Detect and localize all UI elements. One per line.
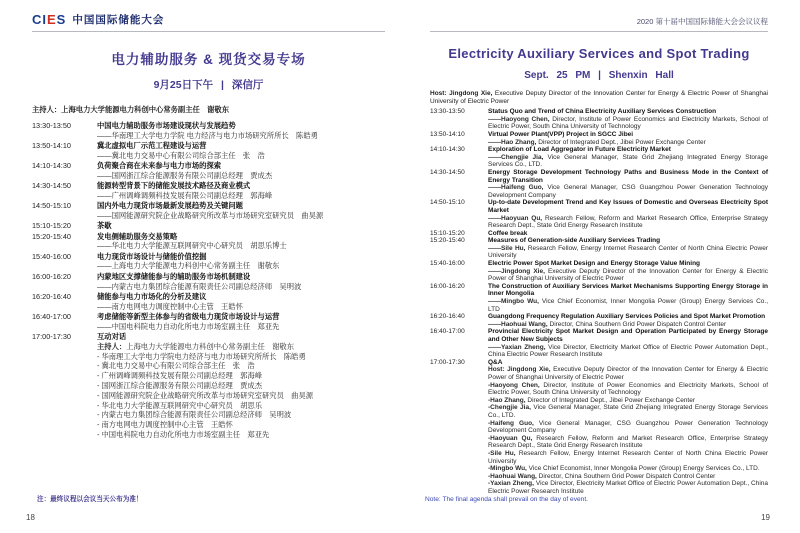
agenda-line: - 华南理工大学电力学院电力经济与电力市场研究所所长 陈皓勇 bbox=[97, 351, 306, 361]
agenda-item-lines bbox=[488, 116, 768, 131]
agenda-row bbox=[430, 237, 768, 260]
agenda-line: ——内蒙古电力集团综合能源有限责任公司副总经济师 吴明波 bbox=[97, 281, 302, 291]
agenda-time: 13:30-13:50 bbox=[32, 120, 71, 130]
agenda-item-lines bbox=[97, 282, 385, 292]
agenda-row bbox=[430, 313, 768, 328]
agenda-item-title: 冀北虚拟电厂示范工程建设与运营 bbox=[97, 140, 207, 150]
agenda-content bbox=[488, 199, 768, 229]
agenda-content bbox=[97, 312, 385, 332]
agenda-item-title: 中国电力辅助服务市场建设现状与发展趋势 bbox=[97, 120, 236, 130]
agenda-item-lines bbox=[97, 261, 385, 271]
agenda-line: ——Mingbo Wu, Vice Chief Economist, Inner Mongolia Power (Group) Energy Services Co., LTD bbox=[488, 298, 769, 313]
agenda-line: ——华南理工大学电力学院 电力经济与电力市场研究所所长 陈皓勇 bbox=[97, 130, 318, 140]
agenda-line: - 内蒙古电力集团综合能源有限责任公司副总经济师 吴明波 bbox=[97, 410, 292, 420]
agenda-row bbox=[430, 146, 768, 169]
agenda-line: - 中国电科院电力自动化所电力市场室副主任 郑亚先 bbox=[97, 430, 270, 439]
agenda-content bbox=[488, 359, 768, 496]
agenda-content bbox=[488, 146, 768, 169]
agenda-row bbox=[32, 121, 385, 141]
agenda-item-title: 储能参与电力市场化的分析及建议 bbox=[97, 291, 207, 301]
agenda-item-lines bbox=[97, 302, 385, 312]
agenda-row bbox=[32, 201, 385, 221]
agenda-row bbox=[430, 169, 768, 199]
agenda-content bbox=[97, 292, 385, 312]
agenda-row bbox=[430, 108, 768, 131]
agenda-line: ——国网能源研究院企业战略研究所改革与市场研究室研究员 曲昊源 bbox=[97, 210, 324, 220]
agenda-row bbox=[430, 230, 768, 238]
agenda-item-title: 发电侧辅助服务交易策略 bbox=[97, 231, 178, 241]
agenda-content bbox=[97, 181, 385, 201]
agenda-item-title: Up-to-date Development Trend and Key Issues of Domestic and Overseas Electricity Spot Market bbox=[488, 199, 768, 214]
agenda-item-title: Status Quo and Trend of China Electricity Auxiliary Services Construction bbox=[488, 108, 717, 116]
agenda-item-title: 内蒙地区支撑储能参与的辅助服务市场机制建设 bbox=[97, 271, 251, 281]
agenda-line: ——Chengjie Jia, Vice General Manager, State Grid Zhejiang Integrated Energy Storage Services Co., LTD. bbox=[488, 153, 768, 169]
agenda-time: 14:10-14:30 bbox=[430, 146, 465, 154]
agenda-item-title: Electric Power Spot Market Design and Energy Storage Value Mining bbox=[488, 260, 701, 268]
agenda-line: ——国网浙江综合能源服务有限公司副总经理 贾成杰 bbox=[97, 170, 273, 180]
agenda-list-cn bbox=[32, 121, 385, 440]
agenda-line: ——冀北电力交易中心有限公司综合部主任 张 浩 bbox=[97, 150, 265, 160]
agenda-line: ——上海电力大学能源电力科创中心常务副主任 谢敬东 bbox=[97, 261, 280, 271]
agenda-content bbox=[488, 169, 768, 199]
agenda-line: - 广州调峰调频科技发展有限公司副总经理 郭海峰 bbox=[97, 371, 262, 381]
agenda-item-title: 能源转型背景下的储能发展技术路径及商业模式 bbox=[97, 181, 251, 191]
agenda-time: 14:30-14:50 bbox=[32, 181, 71, 191]
agenda-line: - 国网浙江综合能源服务有限公司副总经理 贾成杰 bbox=[97, 381, 262, 391]
agenda-time: 14:50-15:10 bbox=[430, 199, 465, 207]
agenda-line: ——Hao Zhang, Director of Integrated Dept., Jibei Power Exchange Center bbox=[488, 138, 706, 146]
agenda-time: 13:50-14:10 bbox=[430, 130, 465, 138]
cies-logo bbox=[32, 12, 164, 27]
agenda-item-title: Guangdong Frequency Regulation Auxiliary Services Policies and Spot Market Promotion bbox=[488, 313, 766, 321]
agenda-item-title: 电力现货市场设计与储能价值挖掘 bbox=[97, 251, 207, 261]
agenda-line: -Yaxian Zheng, Vice Director, Electricity Market Office of Electric Power Automation Dept., China Electric Power Research Institute bbox=[488, 480, 768, 495]
agenda-item-title: Q&A bbox=[488, 358, 503, 366]
agenda-line: ——华北电力大学能源互联网研究中心研究员 胡思乐博士 bbox=[97, 241, 287, 251]
agenda-row bbox=[32, 252, 385, 272]
agenda-item-lines bbox=[488, 366, 768, 495]
agenda-item-lines bbox=[97, 342, 385, 440]
agenda-row bbox=[32, 181, 385, 201]
agenda-time: 16:40-17:00 bbox=[32, 311, 71, 321]
agenda-content bbox=[488, 108, 768, 131]
agenda-line: ——Haohuai Wang, Director, China Southern Grid Power Dispatch Control Center bbox=[488, 320, 727, 328]
agenda-time: 16:20-16:40 bbox=[430, 313, 465, 321]
agenda-line: -Sile Hu, Research Fellow, Energy Internet Research Center of North China Electric Power University bbox=[488, 449, 768, 465]
conference-name-cn: 中国国际储能大会 bbox=[72, 14, 165, 26]
agenda-line: -Haoyong Chen, Director, Institute of Power Economics and Electricity Markets, School of Electric Power, South China University of Technology bbox=[488, 381, 768, 397]
agenda-line: -Hao Zhang, Director of Integrated Dept., Jibei Power Exchange Center bbox=[488, 396, 696, 404]
agenda-item-lines bbox=[97, 211, 385, 221]
agenda-item-title: 茶歇 bbox=[97, 221, 112, 231]
agenda-item-lines bbox=[97, 241, 385, 251]
agenda-line: ——广州调峰调频科技发展有限公司副总经理 郭海峰 bbox=[97, 190, 273, 200]
agenda-line: -Haohuai Wang, Director, China Southern Grid Power Dispatch Control Center bbox=[488, 472, 716, 480]
agenda-line: - 南方电网电力调度控制中心主管 王皓怀 bbox=[97, 420, 233, 430]
agenda-item-lines bbox=[97, 131, 385, 141]
agenda-row bbox=[32, 232, 385, 252]
agenda-line: -Haifeng Guo, Vice General Manager, CSG Guangzhou Power Generation Technology Development Company bbox=[488, 419, 769, 435]
agenda-item-title: The Construction of Auxiliary Services Market Mechanisms Supporting Energy Storage in Inner Mongolia bbox=[488, 282, 768, 298]
agenda-time: 14:50-15:10 bbox=[32, 201, 71, 211]
agenda-item-title: Energy Storage Development Technology Paths and Business Mode in the Context of Energy Transition bbox=[488, 168, 768, 184]
agenda-item-lines bbox=[488, 215, 768, 230]
agenda-item-lines bbox=[97, 322, 385, 332]
agenda-line: - 华北电力大学能源互联网研究中心研究员 胡思乐 bbox=[97, 400, 262, 410]
agenda-line: Host: Jingdong Xie, Executive Deputy Director of the Innovation Center for Energy & Electric Power of Shanghai University of Electric Power bbox=[488, 366, 768, 381]
agenda-time: 15:40-16:00 bbox=[32, 251, 71, 261]
session-title-en: Electricity Auxiliary Services and Spot Trading bbox=[448, 46, 750, 61]
agenda-item-lines bbox=[488, 268, 768, 283]
agenda-list-en bbox=[430, 108, 768, 495]
agenda-line: ——Haoyong Chen, Director, Institute of Power Economics and Electricity Markets, School of Electric Power, South China University of Technology bbox=[488, 115, 768, 131]
agenda-item-title: 互动对话 bbox=[97, 332, 127, 342]
cies-logo-icon: CIES bbox=[32, 12, 67, 27]
agenda-time: 14:30-14:50 bbox=[430, 168, 465, 176]
agenda-time: 17:00-17:30 bbox=[430, 358, 465, 366]
agenda-item-title: 国内外电力现货市场最新发展趋势及关键问题 bbox=[97, 201, 243, 211]
agenda-row bbox=[32, 312, 385, 332]
session-title-cn: 电力辅助服务 & 现货交易专场 bbox=[111, 52, 306, 67]
agenda-content bbox=[488, 237, 768, 260]
footnote-cn: 注：最终议程以会议当天公布为准！ bbox=[37, 496, 143, 503]
agenda-time: 16:00-16:20 bbox=[430, 282, 465, 290]
agenda-line: -Mingbo Wu, Vice Chief Economist, Inner Mongolia Power (Group) Energy Services Co., LTD. bbox=[488, 465, 760, 473]
right-page-header bbox=[430, 10, 768, 32]
agenda-content bbox=[97, 141, 385, 161]
agenda-row bbox=[32, 221, 385, 231]
agenda-item-lines bbox=[488, 154, 768, 169]
agenda-line: ——Yaxian Zheng, Vice Director, Electricity Market Office of Electric Power Automation Dept., China Electric Power Research Institute bbox=[488, 343, 768, 359]
agenda-line: - 冀北电力交易中心有限公司综合部主任 张 浩 bbox=[97, 361, 255, 371]
agenda-content bbox=[488, 230, 768, 238]
agenda-content bbox=[97, 332, 385, 440]
agenda-item-title: Virtual Power Plant(VPP) Project in SGCC Jibei bbox=[488, 130, 634, 138]
agenda-item-lines bbox=[488, 298, 768, 313]
agenda-line: - 国网能源研究院企业战略研究所改革与市场研究室研究员 曲昊源 bbox=[97, 390, 314, 400]
agenda-item-lines bbox=[97, 191, 385, 201]
agenda-item-title: Measures of Generation-side Auxiliary Services Trading bbox=[488, 237, 661, 245]
agenda-item-lines bbox=[488, 321, 768, 329]
agenda-row bbox=[32, 332, 385, 440]
agenda-time: 15:20-15:40 bbox=[32, 231, 71, 241]
agenda-time: 16:00-16:20 bbox=[32, 271, 71, 281]
agenda-time: 13:50-14:10 bbox=[32, 140, 71, 150]
host-line-en: Host: Jingdong Xie, Executive Deputy Director of the Innovation Center for Energy & Electric Power of Shanghai University of Electric Power bbox=[430, 90, 769, 105]
agenda-row bbox=[430, 131, 768, 146]
agenda-time: 15:40-16:00 bbox=[430, 260, 465, 268]
agenda-row bbox=[32, 141, 385, 161]
agenda-line: ——Sile Hu, Research Fellow, Energy Internet Research Center of North China Electric Power University bbox=[488, 244, 768, 260]
agenda-content bbox=[97, 272, 385, 292]
agenda-content bbox=[488, 328, 768, 358]
agenda-line: -Haoyuan Qu, Research Fellow, Reform and Market Research Office, Enterprise Strategy Research Dept., State Grid Energy Research Institute bbox=[488, 434, 768, 450]
agenda-line: 主持人：上海电力大学能源电力科创中心常务副主任 谢敬东 bbox=[97, 341, 295, 351]
agenda-content bbox=[97, 121, 385, 141]
agenda-time: 15:10-15:20 bbox=[32, 221, 71, 231]
agenda-time: 16:20-16:40 bbox=[32, 291, 71, 301]
agenda-item-lines bbox=[97, 171, 385, 181]
agenda-line: -Chengjie Jia, Vice General Manager, State Grid Zhejiang Integrated Energy Storage Services Co., LTD. bbox=[488, 404, 769, 419]
agenda-row bbox=[430, 359, 768, 496]
session-time-venue-en: Sept. 25 PM | Shenxin Hall bbox=[524, 70, 674, 81]
agenda-content bbox=[488, 283, 768, 313]
agenda-item-lines bbox=[97, 151, 385, 161]
agenda-time: 15:20-15:40 bbox=[430, 237, 465, 245]
agenda-item-lines bbox=[488, 139, 768, 147]
agenda-content bbox=[97, 252, 385, 272]
agenda-item-title: 考虑储能等新型主体参与的省级电力现货市场设计与运营 bbox=[97, 311, 280, 321]
agenda-line: ——南方电网电力调度控制中心主管 王皓怀 bbox=[97, 301, 243, 311]
agenda-line: ——Jingdong Xie, Executive Deputy Director of the Innovation Center for Energy & Electric Power of Shanghai University of Electric Power bbox=[488, 267, 768, 283]
agenda-time: 13:30-13:50 bbox=[430, 108, 465, 116]
agenda-content bbox=[97, 161, 385, 181]
agenda-row bbox=[430, 260, 768, 283]
agenda-item-lines bbox=[488, 245, 768, 260]
host-line-cn: 主持人：上海电力大学能源电力科创中心常务副主任 谢敬东 bbox=[32, 105, 230, 114]
session-time-venue-cn: 9月25日下午 | 深信厅 bbox=[153, 79, 264, 91]
left-page-header bbox=[32, 10, 385, 32]
agenda-content bbox=[488, 131, 768, 146]
page-number-right: 19 bbox=[761, 513, 770, 522]
agenda-item-title: Exploration of Load Aggregator in Future Electricity Market bbox=[488, 146, 671, 154]
agenda-time: 16:40-17:00 bbox=[430, 328, 465, 336]
footnote-en: Note: The final agenda shall prevail on the day of event. bbox=[425, 496, 588, 503]
agenda-row bbox=[430, 283, 768, 313]
agenda-line: ——Haifeng Guo, Vice General Manager, CSG Guangzhou Power Generation Technology Development Company bbox=[488, 184, 768, 199]
agenda-item-title: 负荷聚合商在未来参与电力市场的探索 bbox=[97, 160, 222, 170]
agenda-edition-label: 2020 第十届中国国际储能大会会议议程 bbox=[636, 17, 768, 26]
agenda-line: ——中国电科院电力自动化所电力市场室副主任 郑亚先 bbox=[97, 321, 280, 331]
agenda-row bbox=[32, 272, 385, 292]
agenda-content bbox=[488, 313, 768, 328]
agenda-item-lines bbox=[488, 184, 768, 199]
agenda-time: 15:10-15:20 bbox=[430, 229, 465, 237]
page-number-left: 18 bbox=[26, 513, 35, 522]
agenda-item-title: Provincial Electricity Spot Market Design and Operation Participated by Energy Storage and Other New Subjects bbox=[488, 328, 768, 343]
agenda-time: 17:00-17:30 bbox=[32, 332, 71, 342]
right-page bbox=[400, 0, 800, 533]
agenda-content bbox=[97, 201, 385, 221]
agenda-row bbox=[32, 161, 385, 181]
agenda-content bbox=[488, 260, 768, 283]
agenda-content bbox=[97, 232, 385, 252]
agenda-content bbox=[97, 221, 385, 231]
agenda-item-lines bbox=[488, 344, 768, 359]
agenda-row bbox=[430, 328, 768, 358]
agenda-line: ——Haoyuan Qu, Research Fellow, Reform and Market Research Office, Enterprise Strategy Research Dept., State Grid Energy Research Institute bbox=[488, 214, 769, 230]
agenda-time: 14:10-14:30 bbox=[32, 160, 71, 170]
agenda-row bbox=[32, 292, 385, 312]
agenda-row bbox=[430, 199, 768, 229]
agenda-item-title: Coffee break bbox=[488, 229, 528, 237]
